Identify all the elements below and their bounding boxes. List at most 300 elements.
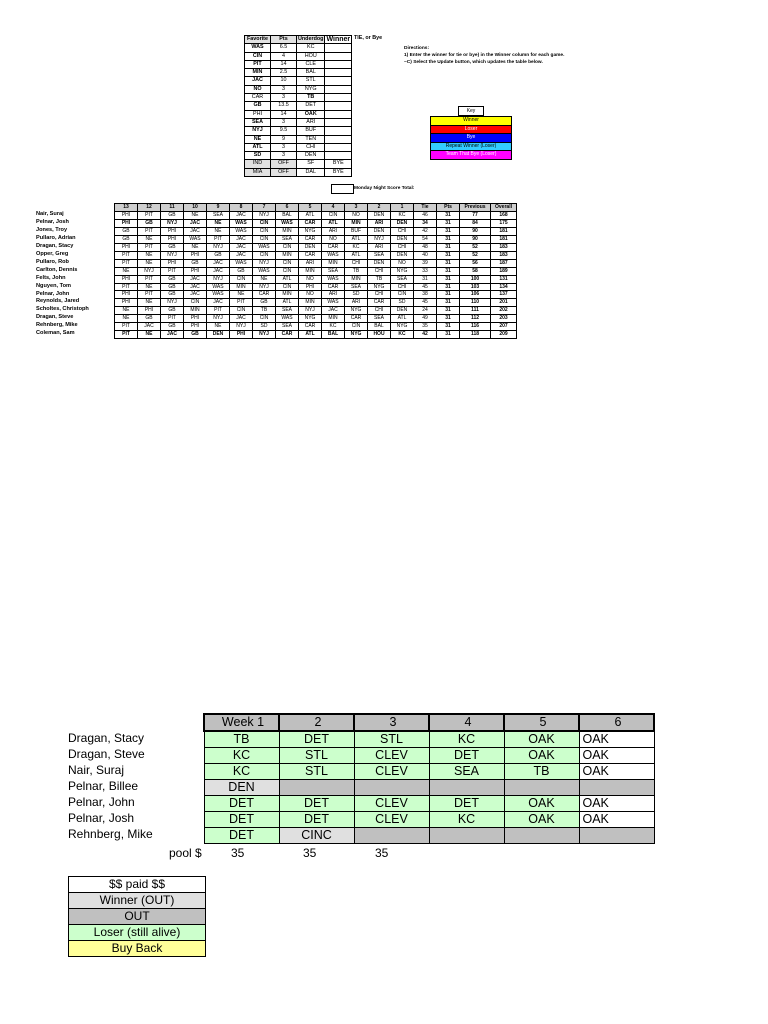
player-name: Dragan, Steve [36, 314, 74, 321]
legend-item: Loser (still alive) [69, 924, 205, 940]
standings-cell: KC [391, 211, 414, 219]
standings-column-header: 13 [115, 204, 138, 212]
player-name: Coleman, Sam [36, 330, 75, 337]
pool-values [231, 846, 447, 860]
survivor-pick-cell[interactable]: KC [429, 812, 504, 828]
winner-input[interactable] [325, 60, 352, 68]
standings-cell: WAS [253, 267, 276, 275]
key-item: Team That Bye (Loser) [430, 151, 512, 160]
standings-cell: 42 [414, 227, 437, 235]
survivor-pick-cell[interactable]: CLEV [354, 796, 429, 812]
standings-cell: NYJ [253, 211, 276, 219]
points-cell: 10 [271, 77, 297, 85]
standings-cell: 183 [491, 251, 517, 259]
standings-column-header: 7 [253, 204, 276, 212]
standings-cell: 52 [460, 251, 491, 259]
standings-cell: CHI [368, 291, 391, 299]
standings-cell: CHI [391, 283, 414, 291]
winner-input[interactable] [325, 44, 352, 52]
standings-cell: NYG [299, 227, 322, 235]
week-header: 2 [279, 714, 354, 731]
standings-cell: NE [138, 331, 161, 339]
standings-cell: NO [345, 211, 368, 219]
player-name: Scholtes, Christoph [36, 306, 89, 313]
standings-cell: NE [184, 243, 207, 251]
survivor-pick-cell[interactable] [354, 780, 429, 796]
standings-column-header: 9 [207, 204, 230, 212]
standings-cell: NYG [368, 283, 391, 291]
favorite-cell: CIN [245, 52, 271, 60]
winner-input[interactable]: BYE [325, 168, 352, 176]
week-header: 5 [504, 714, 579, 731]
survivor-pick-cell[interactable]: DET [429, 796, 504, 812]
standings-cell: SEA [368, 315, 391, 323]
standings-cell: 31 [414, 275, 437, 283]
points-cell: 3 [271, 143, 297, 151]
standings-cell: CAR [322, 243, 345, 251]
survivor-pick-cell[interactable] [579, 828, 654, 844]
standings-cell: NYG [391, 323, 414, 331]
underdog-cell: CHI [297, 143, 325, 151]
underdog-cell: TEN [297, 135, 325, 143]
winner-header: Winner [326, 36, 351, 43]
standings-cell: NYJ [138, 267, 161, 275]
survivor-pick-cell[interactable]: DET [279, 812, 354, 828]
standings-cell: SEA [322, 267, 345, 275]
standings-cell: NYG [299, 315, 322, 323]
standings-cell: ATL [299, 331, 322, 339]
standings-cell: 54 [414, 235, 437, 243]
standings-cell: 111 [460, 307, 491, 315]
standings-cell: 106 [460, 291, 491, 299]
standings-cell: KC [391, 331, 414, 339]
standings-cell: PHI [161, 235, 184, 243]
survivor-pick-cell[interactable] [279, 780, 354, 796]
standings-cell: 38 [414, 291, 437, 299]
standings-cell: 31 [437, 267, 460, 275]
winner-input[interactable] [325, 85, 352, 93]
survivor-pick-cell[interactable] [504, 780, 579, 796]
standings-cell: GB [207, 251, 230, 259]
pool-value: 35 [231, 846, 245, 860]
standings-cell: PIT [115, 331, 138, 339]
survivor-table [203, 713, 655, 844]
standings-column-header: 1 [391, 204, 414, 212]
survivor-pick-cell[interactable]: STL [279, 764, 354, 780]
standings-cell: NYJ [230, 323, 253, 331]
standings-cell: 31 [437, 307, 460, 315]
standings-cell: CHI [368, 267, 391, 275]
points-cell: 3 [271, 85, 297, 93]
standings-cell: MIN [299, 267, 322, 275]
standings-cell: ARI [368, 219, 391, 227]
standings-row [115, 323, 517, 331]
standings-cell: JAC [184, 291, 207, 299]
favorite-cell: NO [245, 85, 271, 93]
standings-cell: NE [115, 307, 138, 315]
standings-cell: MIN [276, 291, 299, 299]
winner-input[interactable]: BYE [325, 160, 352, 168]
standings-cell: TB [253, 307, 276, 315]
standings-cell: CIN [253, 315, 276, 323]
survivor-pick-cell[interactable]: KC [204, 748, 279, 764]
survivor-player-name: Nair, Suraj [68, 763, 125, 777]
winner-input[interactable] [325, 102, 352, 110]
winner-input[interactable] [325, 135, 352, 143]
points-cell: 14 [271, 110, 297, 118]
points-cell: 14 [271, 60, 297, 68]
points-cell: 9.5 [271, 127, 297, 135]
standings-cell: SEA [276, 235, 299, 243]
survivor-pick-cell[interactable]: DET [279, 796, 354, 812]
survivor-pick-cell[interactable] [429, 828, 504, 844]
standings-cell: PHI [115, 299, 138, 307]
survivor-pick-cell[interactable]: DET [204, 812, 279, 828]
standings-cell: JAC [230, 235, 253, 243]
pick-row [245, 60, 352, 68]
standings-cell: MIN [230, 283, 253, 291]
pick-row [245, 118, 352, 126]
survivor-pick-cell[interactable]: OAK [579, 796, 654, 812]
standings-column-header: Previous [460, 204, 491, 212]
winner-input[interactable] [325, 110, 352, 118]
standings-cell: 31 [437, 227, 460, 235]
standings-cell: 31 [437, 251, 460, 259]
standings-cell: PIT [115, 323, 138, 331]
standings-cell: JAC [184, 227, 207, 235]
survivor-player-name: Pelnar, Josh [68, 811, 135, 825]
standings-cell: CAR [299, 251, 322, 259]
standings-cell: 31 [437, 275, 460, 283]
standings-cell: TB [345, 267, 368, 275]
survivor-pick-cell[interactable]: TB [204, 731, 279, 748]
standings-column-header: 4 [322, 204, 345, 212]
survivor-pick-cell[interactable]: CLEV [354, 748, 429, 764]
standings-cell: CIN [253, 235, 276, 243]
tie-bye-label: TIE, or Bye [354, 35, 383, 41]
standings-cell: ATL [322, 219, 345, 227]
favorite-cell: CAR [245, 94, 271, 102]
standings-cell: CHI [391, 243, 414, 251]
standings-cell: ARI [299, 259, 322, 267]
standings-cell: NYJ [207, 315, 230, 323]
standings-row [115, 275, 517, 283]
winner-input[interactable] [325, 152, 352, 160]
survivor-pick-cell[interactable]: OAK [579, 731, 654, 748]
standings-cell: NO [322, 235, 345, 243]
favorite-cell: GB [245, 102, 271, 110]
pool-value: 35 [375, 846, 389, 860]
standings-row [115, 307, 517, 315]
winner-input[interactable] [325, 118, 352, 126]
standings-cell: CIN [253, 219, 276, 227]
standings-cell: GB [161, 291, 184, 299]
player-name: Jones, Troy [36, 226, 68, 233]
survivor-pick-cell[interactable]: OAK [579, 764, 654, 780]
standings-cell: 45 [414, 283, 437, 291]
standings-cell: 24 [414, 307, 437, 315]
points-cell: 13.5 [271, 102, 297, 110]
standings-cell: BUF [345, 227, 368, 235]
standings-cell: JAC [230, 211, 253, 219]
winner-input[interactable] [325, 77, 352, 85]
standings-cell: PIT [138, 227, 161, 235]
standings-cell: DEN [207, 331, 230, 339]
pick-row [245, 69, 352, 77]
legend-item: $$ paid $$ [69, 877, 205, 892]
underdog-cell: HOU [297, 52, 325, 60]
standings-cell: 49 [414, 315, 437, 323]
standings-cell: PHI [115, 219, 138, 227]
standings-cell: CAR [276, 331, 299, 339]
survivor-pick-cell[interactable]: STL [279, 748, 354, 764]
survivor-pick-cell[interactable]: OAK [504, 748, 579, 764]
standings-cell: GB [161, 323, 184, 331]
standings-cell: JAC [184, 219, 207, 227]
survivor-pick-cell[interactable]: KC [204, 764, 279, 780]
standings-cell: SD [345, 291, 368, 299]
standings-cell: 31 [437, 219, 460, 227]
survivor-pick-cell[interactable]: STL [354, 731, 429, 748]
standings-cell: CHI [368, 307, 391, 315]
standings-cell: PIT [138, 243, 161, 251]
standings-cell: CIN [276, 243, 299, 251]
standings-row [115, 283, 517, 291]
pick-row [245, 143, 352, 151]
standings-cell: 58 [460, 267, 491, 275]
standings-cell: PIT [230, 299, 253, 307]
standings-cell: DEN [299, 243, 322, 251]
standings-cell: SD [391, 299, 414, 307]
standings-cell: PHI [184, 323, 207, 331]
standings-cell: SEA [345, 283, 368, 291]
survivor-pick-cell[interactable] [579, 780, 654, 796]
standings-cell: PHI [138, 307, 161, 315]
standings-cell: ATL [391, 315, 414, 323]
standings-cell: 137 [491, 291, 517, 299]
survivor-pick-cell[interactable]: CINC [279, 828, 354, 844]
standings-cell: BAL [322, 331, 345, 339]
standings-cell: DEN [368, 259, 391, 267]
standings-cell: CIN [230, 275, 253, 283]
standings-cell: 187 [491, 259, 517, 267]
standings-cell: SEA [368, 251, 391, 259]
standings-cell: JAC [230, 243, 253, 251]
survivor-row [204, 780, 654, 796]
standings-cell: MIN [345, 219, 368, 227]
survivor-pick-cell[interactable]: OAK [579, 812, 654, 828]
standings-cell: PHI [115, 243, 138, 251]
survivor-header-row [204, 714, 654, 731]
survivor-pick-cell[interactable]: OAK [504, 731, 579, 748]
standings-cell: PHI [184, 267, 207, 275]
standings-cell: NE [207, 323, 230, 331]
survivor-pick-cell[interactable]: DET [429, 748, 504, 764]
favorite-cell: NYJ [245, 127, 271, 135]
survivor-pick-cell[interactable]: OAK [504, 796, 579, 812]
standings-cell: WAS [230, 259, 253, 267]
favorite-cell: SD [245, 152, 271, 160]
standings-cell: 90 [460, 227, 491, 235]
points-header: Pts [271, 36, 297, 44]
standings-cell: GB [161, 211, 184, 219]
survivor-pick-cell[interactable]: KC [429, 731, 504, 748]
standings-cell: WAS [322, 275, 345, 283]
standings-column-header: 2 [368, 204, 391, 212]
player-name: Dragan, Stacy [36, 242, 74, 249]
standings-row [115, 267, 517, 275]
standings-cell: ATL [276, 299, 299, 307]
standings-cell: TB [368, 275, 391, 283]
survivor-pick-cell[interactable]: DET [279, 731, 354, 748]
standings-cell: WAS [230, 219, 253, 227]
winner-input[interactable] [325, 69, 352, 77]
standings-cell: CIN [322, 211, 345, 219]
standings-cell: 42 [414, 331, 437, 339]
standings-cell: SEA [276, 323, 299, 331]
points-cell: 6.5 [271, 44, 297, 52]
standings-cell: 183 [491, 243, 517, 251]
standings-cell: 202 [491, 307, 517, 315]
standings-cell: JAC [138, 323, 161, 331]
player-name: Reynolds, Jared [36, 298, 80, 305]
standings-cell: BAL [368, 323, 391, 331]
standings-cell: 84 [460, 219, 491, 227]
standings-cell: 31 [437, 331, 460, 339]
standings-cell: NYJ [207, 243, 230, 251]
favorite-cell: MIN [245, 69, 271, 77]
standings-column-header: 11 [161, 204, 184, 212]
standings-cell: CAR [345, 315, 368, 323]
standings-cell: ARI [368, 243, 391, 251]
standings-cell: 31 [437, 323, 460, 331]
survivor-player-name: Dragan, Stacy [68, 731, 145, 745]
standings-cell: 31 [437, 291, 460, 299]
standings-cell: CAR [322, 283, 345, 291]
pick-row [245, 102, 352, 110]
standings-cell: CIN [345, 323, 368, 331]
survivor-pick-cell[interactable] [354, 828, 429, 844]
standings-cell: 31 [437, 283, 460, 291]
standings-cell: PIT [115, 251, 138, 259]
survivor-pick-cell[interactable]: CLEV [354, 764, 429, 780]
points-cell: 4 [271, 52, 297, 60]
key-title: Key [458, 106, 484, 116]
standings-cell: CAR [299, 323, 322, 331]
standings-cell: JAC [184, 275, 207, 283]
standings-cell: 209 [491, 331, 517, 339]
standings-cell: CAR [299, 219, 322, 227]
standings-cell: PHI [115, 291, 138, 299]
standings-cell: NYJ [161, 299, 184, 307]
standings-cell: MIN [184, 307, 207, 315]
winner-input[interactable] [325, 143, 352, 151]
standings-column-header: Overall [491, 204, 517, 212]
directions [404, 45, 564, 66]
player-name: Carlton, Dennis [36, 266, 78, 273]
standings-cell: PIT [161, 267, 184, 275]
survivor-pick-cell[interactable] [504, 828, 579, 844]
standings-column-header: 8 [230, 204, 253, 212]
underdog-cell: DAL [297, 168, 325, 176]
standings-cell: PHI [184, 315, 207, 323]
winner-input[interactable] [325, 94, 352, 102]
standings-cell: JAC [230, 315, 253, 323]
standings-cell: 77 [460, 211, 491, 219]
standings-cell: PIT [207, 235, 230, 243]
standings-cell: GB [138, 315, 161, 323]
standings-cell: CIN [184, 299, 207, 307]
week-header: Week 1 [204, 714, 279, 731]
standings-cell: JAC [322, 307, 345, 315]
survivor-names [68, 730, 153, 842]
standings-cell: 35 [414, 323, 437, 331]
standings-cell: 31 [437, 211, 460, 219]
favorite-cell: WAS [245, 44, 271, 52]
points-cell: OFF [271, 168, 297, 176]
survivor-pick-cell[interactable]: OAK [504, 812, 579, 828]
standings-cell: WAS [230, 227, 253, 235]
player-name: Pelnar, John [36, 290, 70, 297]
standings-cell: 118 [460, 331, 491, 339]
standings-cell: 31 [437, 243, 460, 251]
standings-cell: BAL [276, 211, 299, 219]
standings-column-header: Tie [414, 204, 437, 212]
winner-input[interactable] [325, 52, 352, 60]
mnf-score-input[interactable] [331, 184, 354, 194]
standings-column-header: 10 [184, 204, 207, 212]
directions-title: Directions: [404, 46, 430, 51]
standings-row [115, 315, 517, 323]
underdog-cell: OAK [297, 110, 325, 118]
standings-cell: CAR [253, 291, 276, 299]
standings-cell: PHI [184, 251, 207, 259]
survivor-pick-cell[interactable]: OAK [579, 748, 654, 764]
survivor-legend [68, 876, 206, 957]
survivor-pick-cell[interactable]: DET [204, 828, 279, 844]
standings-cell: 201 [491, 299, 517, 307]
survivor-pick-cell[interactable]: TB [504, 764, 579, 780]
winner-input[interactable] [325, 127, 352, 135]
standings-cell: NYJ [253, 259, 276, 267]
standings-cell: GB [115, 227, 138, 235]
standings-cell: NO [299, 275, 322, 283]
standings-cell: PIT [138, 211, 161, 219]
standings-cell: GB [253, 299, 276, 307]
survivor-pick-cell[interactable] [429, 780, 504, 796]
standings-cell: 45 [414, 299, 437, 307]
underdog-cell: TB [297, 94, 325, 102]
underdog-cell: ARI [297, 118, 325, 126]
standings-cell: PHI [299, 283, 322, 291]
standings-cell: WAS [253, 243, 276, 251]
standings-cell: PHI [230, 331, 253, 339]
survivor-pick-cell[interactable]: CLEV [354, 812, 429, 828]
player-name: Felts, John [36, 274, 66, 281]
points-cell: OFF [271, 160, 297, 168]
standings-cell: MIN [276, 251, 299, 259]
survivor-pick-cell[interactable]: DET [204, 796, 279, 812]
survivor-pick-cell[interactable]: DEN [204, 780, 279, 796]
standings-cell: CAR [299, 235, 322, 243]
standings-cell: GB [230, 267, 253, 275]
underdog-cell: SF [297, 160, 325, 168]
standings-cell: 189 [491, 267, 517, 275]
standings-cell: DEN [391, 235, 414, 243]
pick-row [245, 168, 352, 176]
survivor-pick-cell[interactable]: SEA [429, 764, 504, 780]
standings-cell: WAS [207, 283, 230, 291]
